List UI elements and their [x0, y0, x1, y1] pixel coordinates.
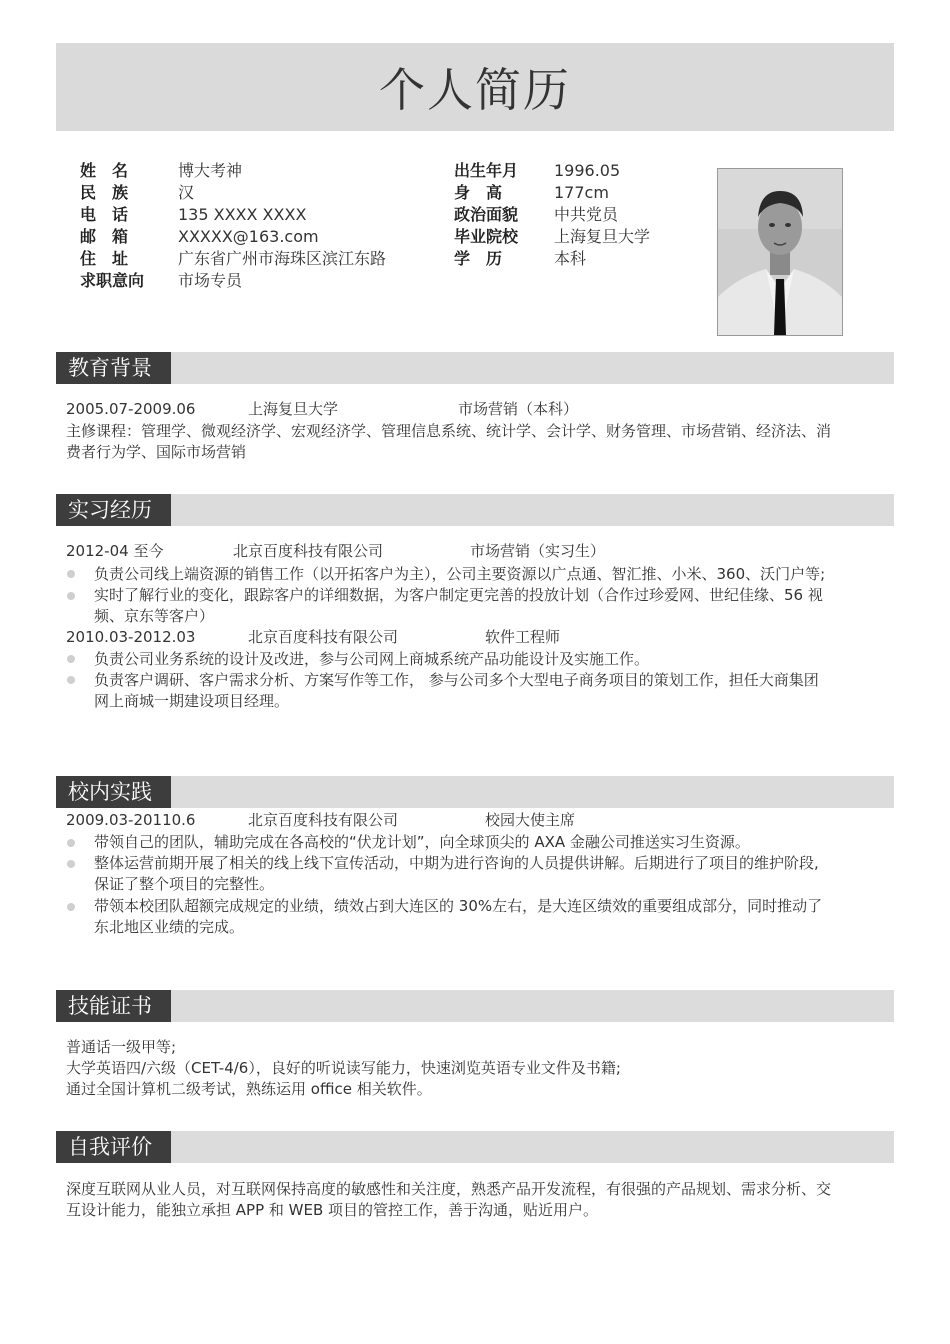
info-value: XXXXX@163.com [178, 227, 319, 246]
title-banner [56, 43, 894, 131]
info-value: 135 XXXX XXXX [178, 205, 307, 224]
section-skills [56, 990, 894, 1022]
info-row-degree [454, 248, 650, 270]
bullet-dot [67, 592, 75, 600]
info-value: 1996.05 [554, 161, 621, 180]
edu-major: 市场营销（本科） [458, 400, 579, 418]
info-label: 出生年月 [454, 161, 519, 180]
info-row-school [454, 226, 650, 248]
job-bullet-line: 负责公司业务系统的设计及改进，参与公司网上商城系统产品功能设计及实施工作。 [94, 650, 650, 668]
bullet-dot [67, 839, 75, 847]
info-row-politics [454, 204, 650, 226]
campus-period: 2009.03-20110.6 [66, 811, 196, 829]
job-bullet-line: 负责公司线上端资源的销售工作（以开拓客户为主），公司主要资源以广点通、智汇推、小米、360、沃门户等; [94, 565, 826, 583]
job-bullet-line: 网上商城一期建设项目经理。 [94, 692, 290, 710]
skill-line: 通过全国计算机二级考试，熟练运用 office 相关软件。 [66, 1080, 432, 1098]
campus-bullet-line: 带领本校团队超额完成规定的业绩，绩效占到大连区的 30%左右，是大连区绩效的重要组成部分，同时推动了 [94, 897, 823, 915]
job-role: 市场营销（实习生） [470, 542, 606, 560]
info-value: 中共党员 [554, 205, 619, 224]
info-label: 住 址 [80, 249, 129, 268]
edu-school: 上海复旦大学 [248, 400, 339, 418]
info-value: 本科 [554, 249, 587, 268]
job-bullet-line: 负责客户调研、客户需求分析、方案写作等工作， 参与公司多个大型电子商务项目的策划工作，担任大商集团 [94, 671, 819, 689]
job-role: 软件工程师 [485, 628, 561, 646]
bullet-dot [67, 676, 75, 684]
section-education [56, 352, 894, 384]
info-row-email [80, 226, 386, 248]
bullet-dot [67, 655, 75, 663]
info-label: 身 高 [454, 183, 503, 202]
info-label: 姓 名 [80, 161, 129, 180]
basic-info-left [80, 160, 386, 292]
job-bullet-line: 频、京东等客户） [94, 607, 215, 625]
edu-courses-line: 主修课程：管理学、微观经济学、宏观经济学、管理信息系统、统计学、会计学、财务管理、市场营销、经济法、消 [66, 422, 832, 440]
info-label: 学 历 [454, 249, 503, 268]
skill-line: 普通话一级甲等; [66, 1038, 177, 1056]
job-period: 2010.03-2012.03 [66, 628, 196, 646]
job-period: 2012-04 至今 [66, 542, 164, 560]
section-heading: 校内实践 [56, 776, 171, 808]
bullet-dot [67, 903, 75, 911]
info-row-height [454, 182, 650, 204]
section-heading: 自我评价 [56, 1131, 171, 1163]
info-value: 上海复旦大学 [554, 227, 651, 246]
info-label: 求职意向 [80, 271, 145, 290]
info-label: 邮 箱 [80, 227, 129, 246]
job-bullet-line: 实时了解行业的变化，跟踪客户的详细数据，为客户制定更完善的投放计划（合作过珍爱网、世纪佳缘、56 视 [94, 586, 823, 604]
info-row-address [80, 248, 386, 270]
info-row-name [80, 160, 386, 182]
info-value: 广东省广州市海珠区滨江东路 [178, 249, 387, 268]
info-row-birth [454, 160, 650, 182]
job-company: 北京百度科技有限公司 [233, 542, 384, 560]
info-value: 汉 [178, 183, 195, 202]
page-title: 个人简历 [379, 63, 571, 117]
portrait-icon [718, 169, 842, 335]
section-heading: 实习经历 [56, 494, 171, 526]
section-campus [56, 776, 894, 808]
section-heading: 教育背景 [56, 352, 171, 384]
section-heading: 技能证书 [56, 990, 171, 1022]
skill-line: 大学英语四/六级（CET-4/6），良好的听说读写能力，快速浏览英语专业文件及书籍; [66, 1059, 621, 1077]
job-company: 北京百度科技有限公司 [248, 628, 399, 646]
campus-bullet-line: 保证了整个项目的完整性。 [94, 875, 275, 893]
bullet-dot [67, 570, 75, 578]
edu-period: 2005.07-2009.06 [66, 400, 196, 418]
section-self-evaluation [56, 1131, 894, 1163]
info-value: 博大考神 [178, 161, 243, 180]
campus-bullet-line: 带领自己的团队，辅助完成在各高校的“伏龙计划”，向全球顶尖的 AXA 金融公司推送实习生资源。 [94, 833, 750, 851]
info-row-objective [80, 270, 386, 292]
info-row-phone [80, 204, 386, 226]
portrait-photo [717, 168, 843, 336]
self-eval-line: 互设计能力，能独立承担 APP 和 WEB 项目的管控工作，善于沟通，贴近用户。 [66, 1201, 599, 1219]
self-eval-line: 深度互联网从业人员，对互联网保持高度的敏感性和关注度，熟悉产品开发流程，有很强的产品规划、需求分析、交 [66, 1180, 832, 1198]
campus-bullet-line: 整体运营前期开展了相关的线上线下宣传活动，中期为进行咨询的人员提供讲解。后期进行了项目的维护阶段, [94, 854, 819, 872]
bullet-dot [67, 860, 75, 868]
campus-company: 北京百度科技有限公司 [248, 811, 399, 829]
info-label: 政治面貌 [454, 205, 519, 224]
edu-courses-line: 费者行为学、国际市场营销 [66, 443, 247, 461]
info-row-ethnicity [80, 182, 386, 204]
info-label: 民 族 [80, 183, 129, 202]
campus-role: 校园大使主席 [485, 811, 576, 829]
info-label: 毕业院校 [454, 227, 519, 246]
campus-bullet-line: 东北地区业绩的完成。 [94, 918, 245, 936]
info-value: 市场专员 [178, 271, 243, 290]
basic-info-right [454, 160, 650, 270]
info-value: 177cm [554, 183, 609, 202]
info-label: 电 话 [80, 205, 129, 224]
section-internship [56, 494, 894, 526]
